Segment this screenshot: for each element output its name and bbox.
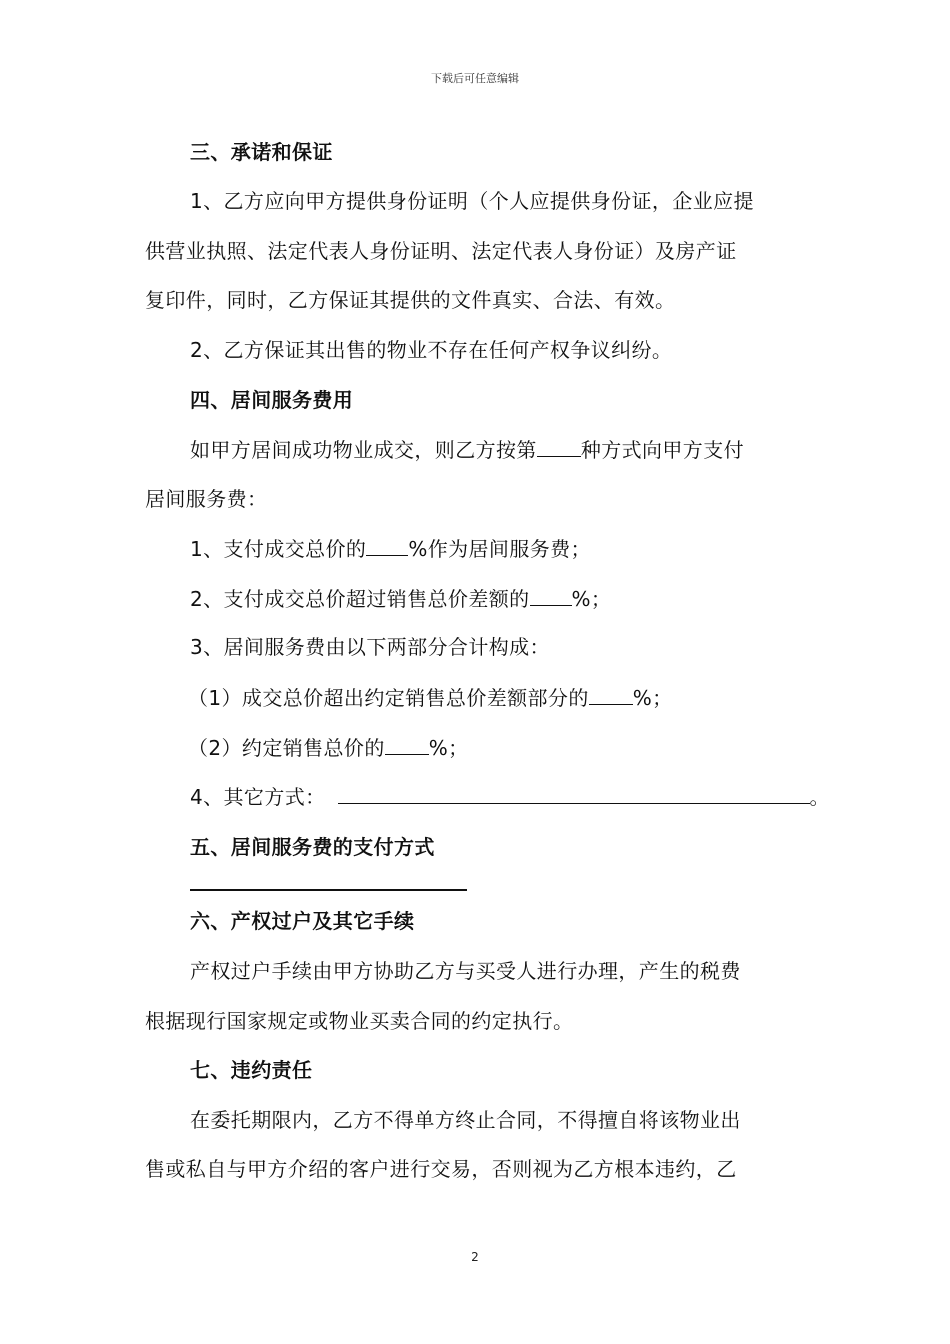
text-segment: 1、支付成交总价的 [190,537,367,561]
list-item [190,783,830,810]
list-item [190,535,591,562]
sub-list-item [188,684,673,711]
text-segment: %； [428,736,469,760]
text-segment: 。 [809,785,830,809]
page-number: 2 [471,1250,479,1264]
text-segment: （1）成交总价超出约定销售总价差额部分的 [188,686,589,710]
list-item: 3、居间服务费由以下两部分合计构成： [190,635,550,659]
section-heading-4: 四、居间服务费用 [190,388,354,412]
fill-blank-percent [589,684,633,705]
section-heading-6: 六、产权过户及其它手续 [190,909,415,933]
section-heading-3: 三、承诺和保证 [190,140,333,164]
text-segment: 如甲方居间成功物业成交，则乙方按第 [190,438,537,462]
paragraph-line: 居间服务费： [145,487,268,511]
paragraph-line: 复印件，同时，乙方保证其提供的文件真实、合法、有效。 [145,288,676,312]
text-segment: %； [571,587,612,611]
text-segment: 2、支付成交总价超过销售总价差额的 [190,587,530,611]
text-segment: （2）约定销售总价的 [188,736,385,760]
fill-blank-percent [366,535,408,556]
paragraph-line: 供营业执照、法定代表人身份证明、法定代表人身份证）及房产证 [145,239,737,263]
paragraph-line: 2、乙方保证其出售的物业不存在任何产权争议纠纷。 [190,338,673,362]
paragraph-line [190,436,744,463]
paragraph-line: 售或私自与甲方介绍的客户进行交易，否则视为乙方根本违约，乙 [145,1157,737,1181]
text-segment: %作为居间服务费； [408,537,591,561]
text-segment: 种方式向甲方支付 [580,438,745,462]
fill-blank-percent [385,734,429,755]
text-segment: 4、其它方式： [190,785,326,809]
list-item [190,585,611,612]
paragraph-line: 1、乙方应向甲方提供身份证明（个人应提供身份证，企业应提 [190,189,754,213]
paragraph-line: 产权过户手续由甲方协助乙方与买受人进行办理，产生的税费 [190,959,741,983]
paragraph-line: 根据现行国家规定或物业买卖合同的约定执行。 [145,1009,574,1033]
fill-blank-method [537,436,581,457]
page-header: 下载后可任意编辑 [431,72,519,85]
sub-list-item [188,734,469,761]
text-segment: %； [632,686,673,710]
fill-blank-percent [530,585,572,606]
fill-blank-other-method [338,783,810,804]
section-heading-5: 五、居间服务费的支付方式 [190,835,435,859]
paragraph-line: 在委托期限内，乙方不得单方终止合同，不得擅自将该物业出 [190,1108,741,1132]
section-heading-7: 七、违约责任 [190,1058,313,1082]
fill-blank-payment-method [190,889,467,891]
